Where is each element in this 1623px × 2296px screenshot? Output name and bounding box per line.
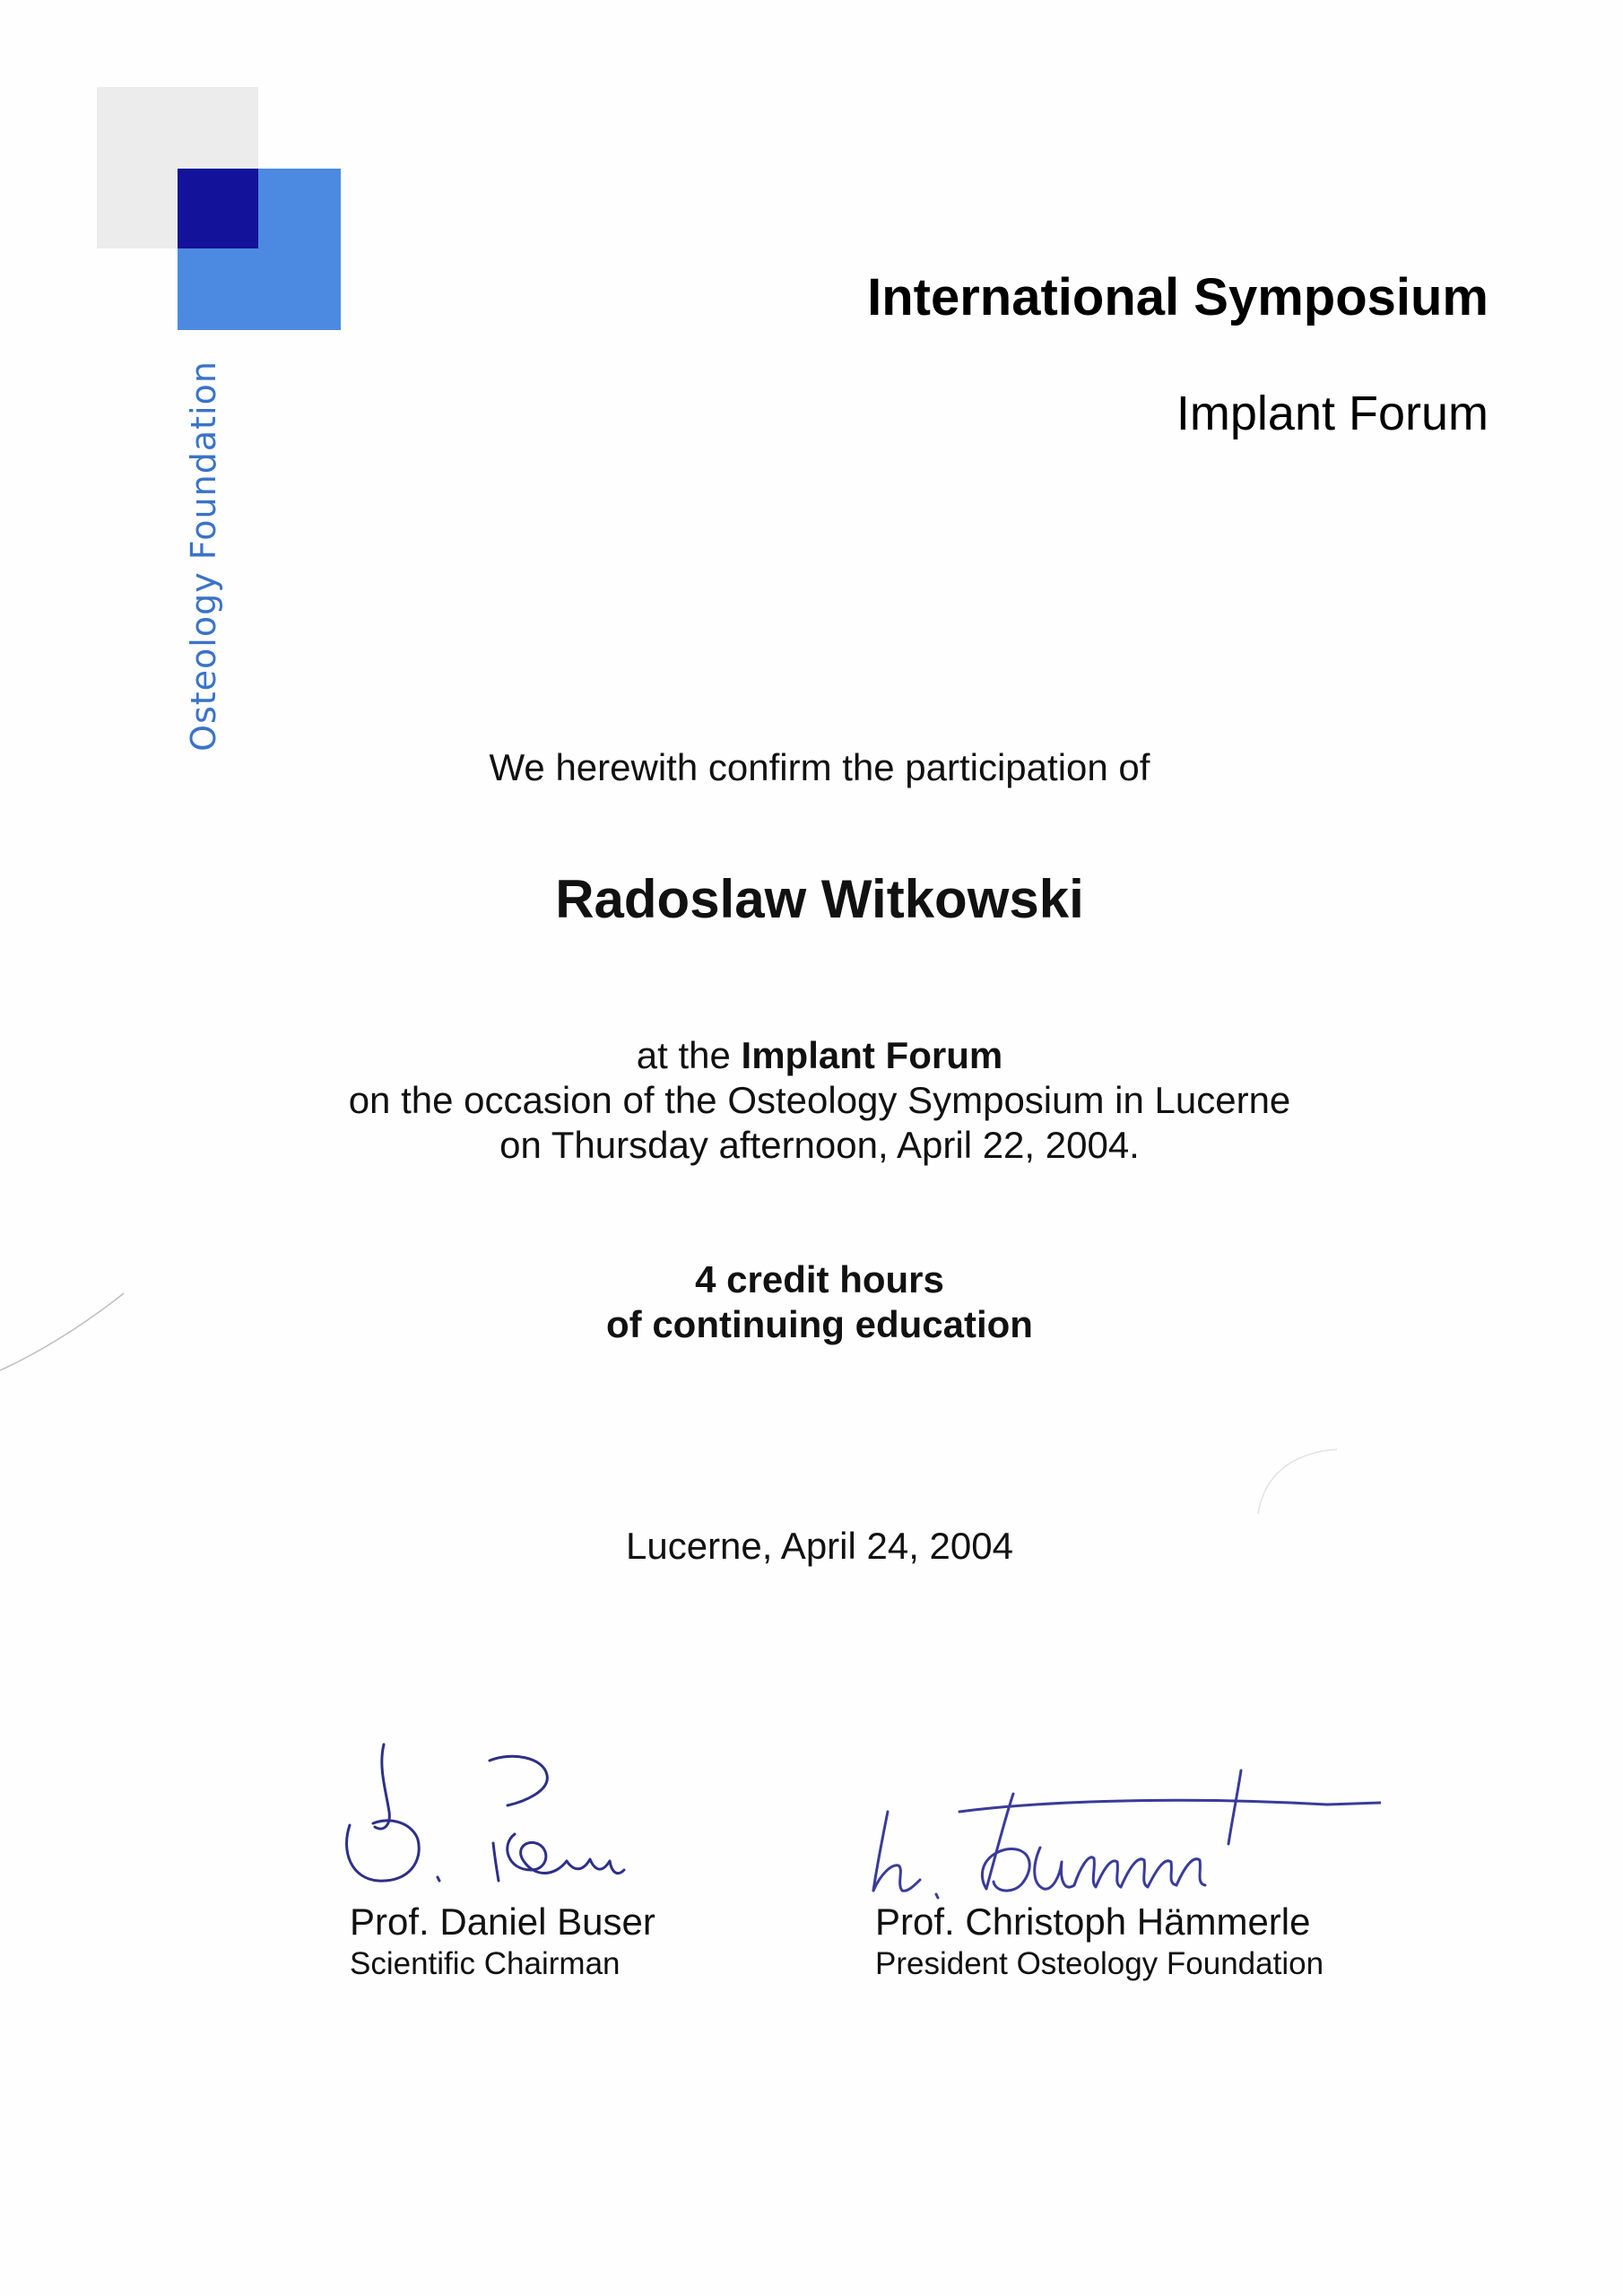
event-line-2: on the occasion of the Osteology Symposium in Lucerne xyxy=(348,1079,1291,1121)
signature-haemmerle xyxy=(861,1758,1381,1901)
forum-subtitle: Implant Forum xyxy=(1176,387,1488,440)
place-date: Lucerne, April 24, 2004 xyxy=(626,1525,1013,1567)
signer-name: Prof. Christoph Hämmerle xyxy=(875,1900,1311,1943)
signer-role: Scientific Chairman xyxy=(350,1946,621,1981)
symposium-title: International Symposium xyxy=(867,268,1488,326)
credit-hours xyxy=(269,1257,1370,1347)
participant-name: Radoslaw Witkowski xyxy=(555,869,1084,929)
signature-buser xyxy=(332,1726,673,1906)
signer-buser xyxy=(350,1900,655,1984)
signer-name: Prof. Daniel Buser xyxy=(350,1900,655,1943)
paper-fold-mark xyxy=(0,1292,126,1372)
confirmation-text: We herewith confirm the participation of xyxy=(489,746,1150,788)
paper-fold-mark xyxy=(1251,1444,1341,1516)
signer-haemmerle xyxy=(875,1900,1324,1984)
event-prefix: at the xyxy=(636,1034,731,1076)
event-line-1 xyxy=(269,1033,1370,1078)
foundation-name-vertical: Osteology Foundation xyxy=(184,361,223,752)
event-name: Implant Forum xyxy=(741,1034,1003,1076)
logo-dark-blue-square xyxy=(178,169,258,248)
signer-role: President Osteology Foundation xyxy=(875,1946,1324,1981)
event-line-3: on Thursday afternoon, April 22, 2004. xyxy=(499,1124,1140,1166)
event-description xyxy=(269,1033,1370,1168)
credit-line-2: of continuing education xyxy=(606,1303,1033,1345)
credit-line-1: 4 credit hours xyxy=(695,1258,944,1300)
